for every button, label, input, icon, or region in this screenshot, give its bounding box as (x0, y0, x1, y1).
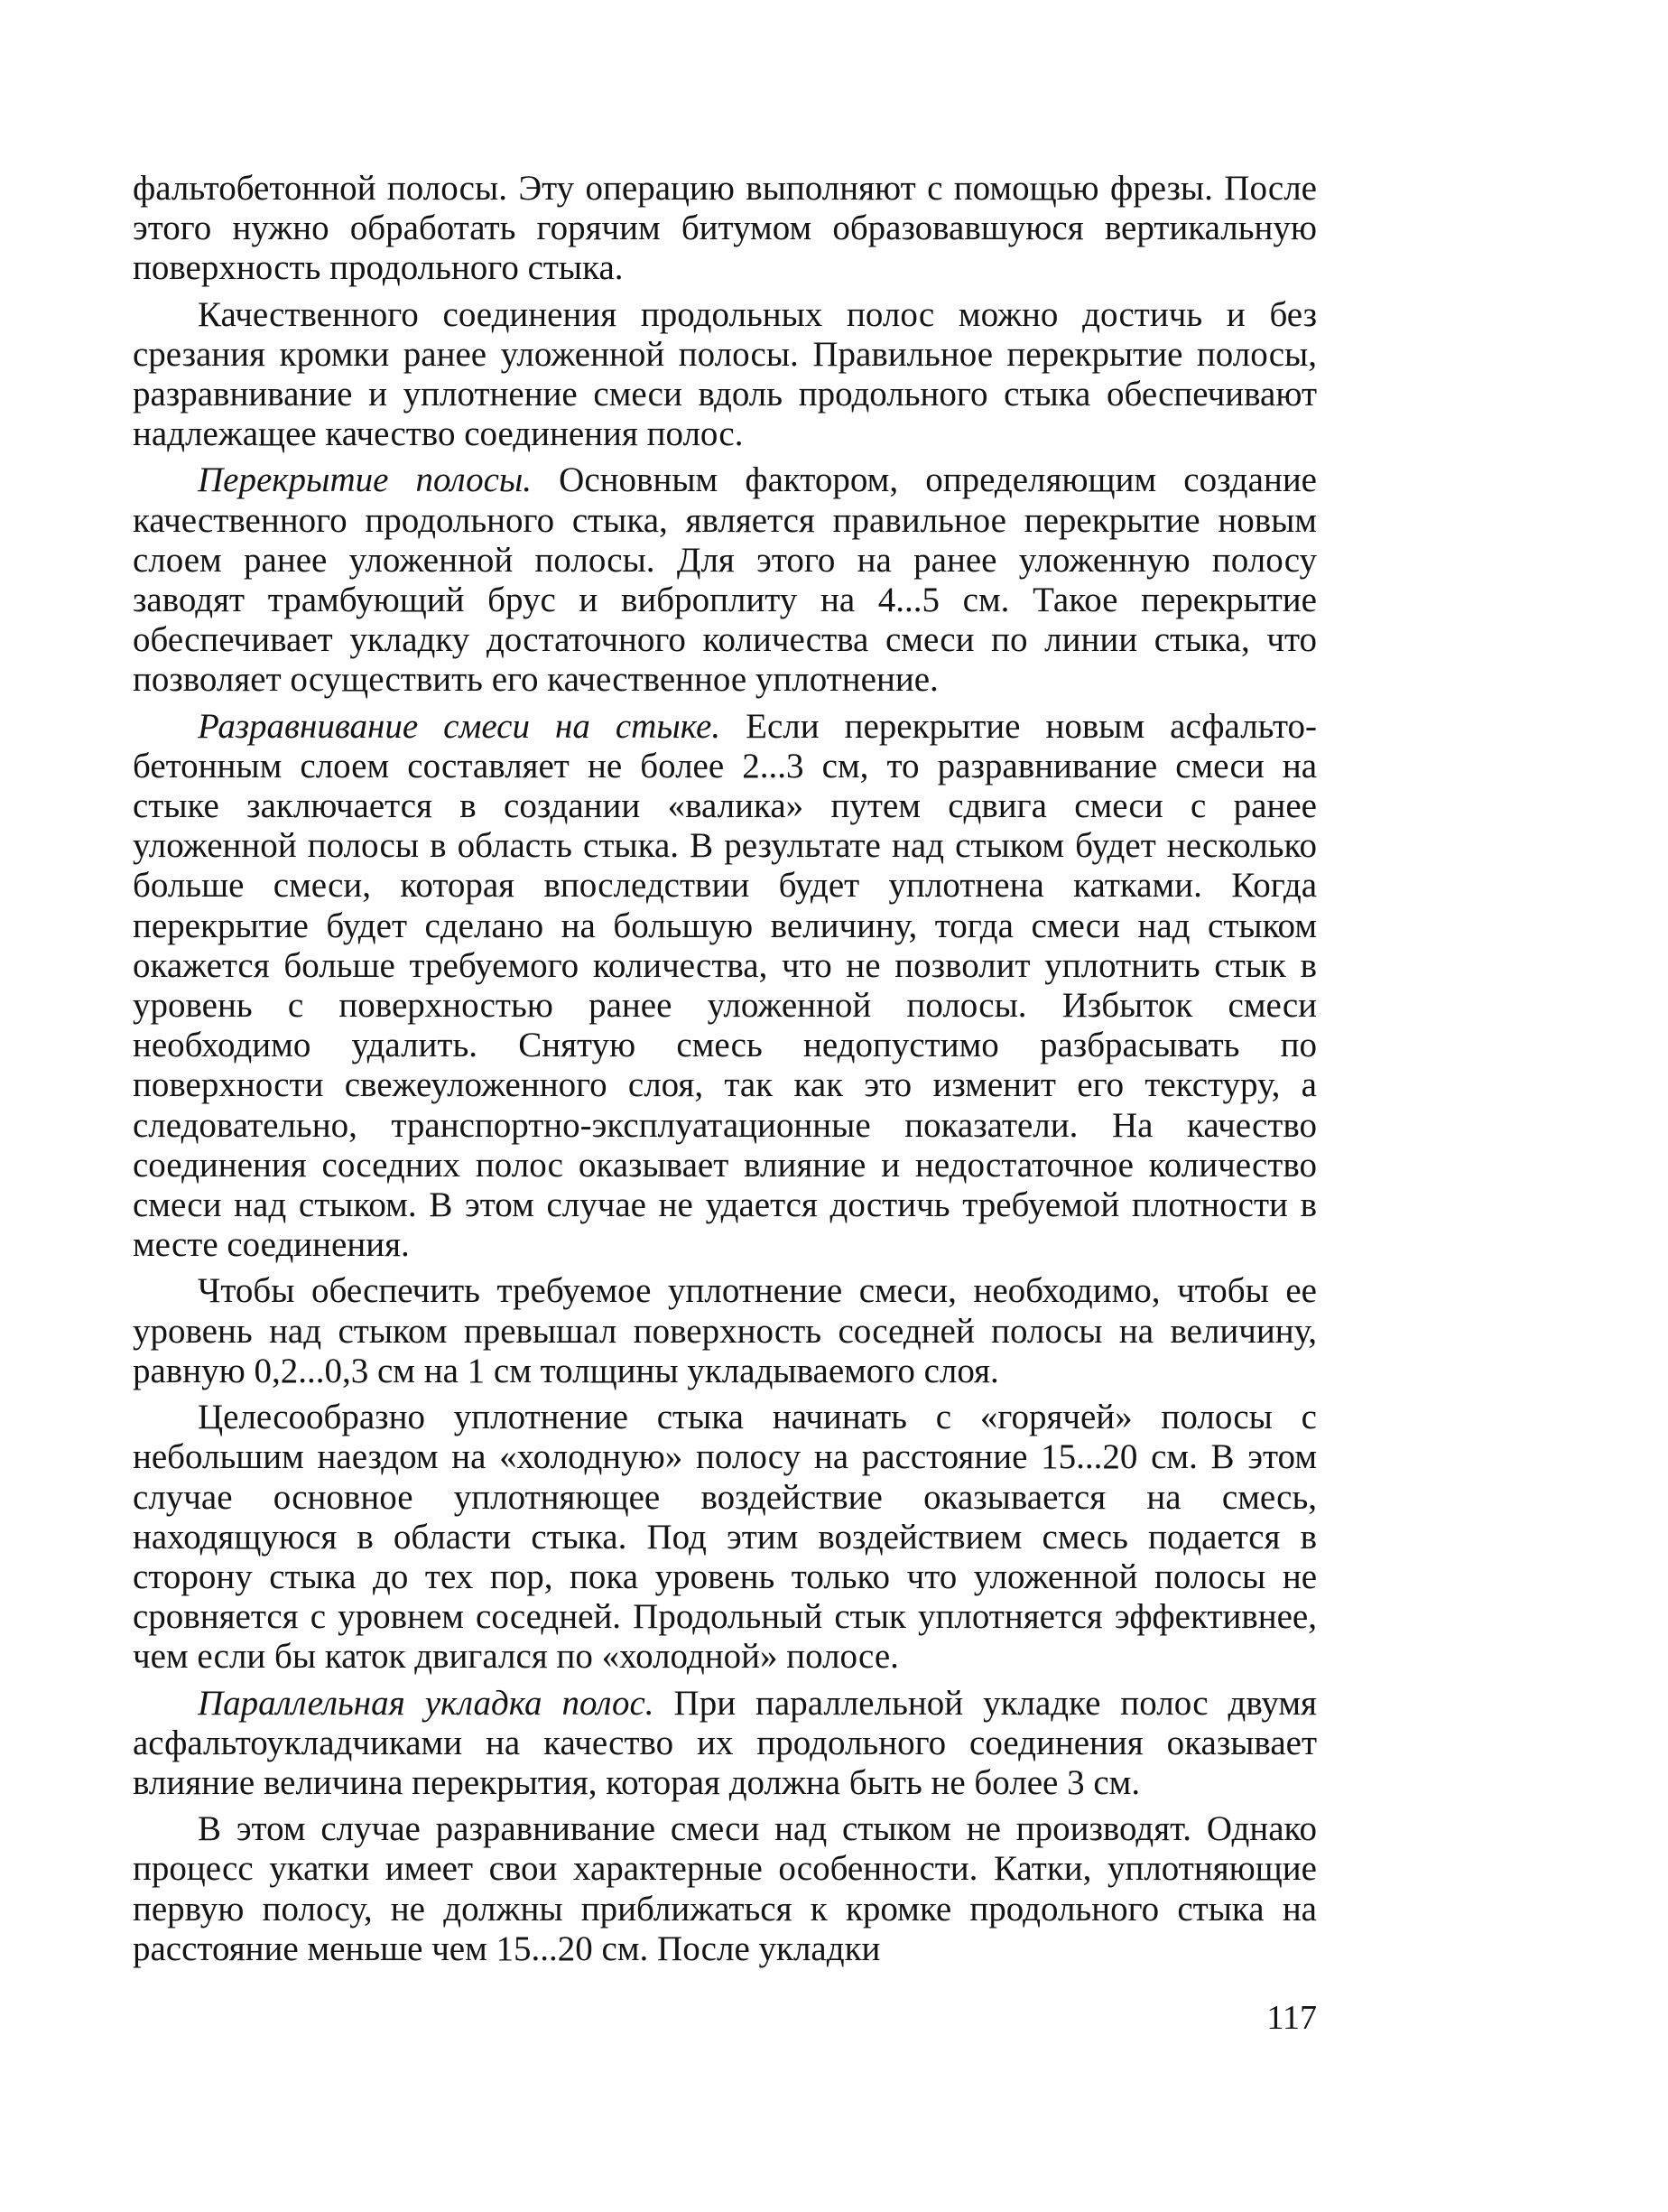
page-body (133, 169, 1317, 1975)
paragraph-1-text: фальтобетонной полосы. Эту операцию выполняют с помощью фрезы. После этого нужно обработать горячим битумом образовавшуюся вертикальную поверхность продольного стыка. (133, 169, 1317, 288)
paragraph-5-text: Чтобы обеспечить требуемое уплотнение смеси, необходимо, чтобы ее уровень над стыком превышал поверхность соседней полосы на величину, равную 0,2...0,3 см на 1 см толщины укладываемого слоя. (133, 1271, 1317, 1390)
paragraph-4-text: Если перекрытие новым асфальтобетонным слоем составляет не более 2...3 см, то разравнивание смеси на стыке заключается в создании «валика» путем сдвига смеси с ранее уложенной полосы в область стыка. В результате над стыком будет несколько больше смеси, которая впоследствии будет уплотнена катками. Когда перекрытие будет сделано на большую величину, тогда смеси над стыком окажется больше требуемого количества, что не позволит уплотнить стык в уровень с поверхностью ранее уложенной полосы. Избыток смеси необходимо удалить. Снятую смесь недопустимо разбрасывать по поверхности свежеуложенного слоя, так как это изменит его текстуру, а следовательно, транспортно-эксплуатационные показатели. На качество соединения соседних полос оказывает влияние и недостаточное количество смеси над стыком. В этом случае не удается достичь требуемой плотности в месте соединения. (133, 706, 1317, 1265)
paragraph-7-run-in-heading: Параллельная укладка полос. (198, 1683, 654, 1723)
paragraph-8 (133, 1809, 1317, 1969)
paragraph-1 (133, 169, 1317, 289)
paragraph-6 (133, 1398, 1317, 1677)
paragraph-2 (133, 295, 1317, 455)
paragraph-6-text: Целесообразно уплотнение стыка начинать с «горячей» полосы с небольшим наездом на «холодную» полосу на расстояние 15...20 см. В этом случае основное уплотняющее воздействие оказывается на смесь, находящуюся в области стыка. Под этим воздействием смесь подается в сторону стыка до тех пор, пока уровень только что уложенной полосы не сровняется с уровнем соседней. Продольный стык уплотняется эффективнее, чем если бы каток двигался по «холодной» полосе. (133, 1398, 1317, 1677)
paragraph-4-run-in-heading: Разравнивание смеси на стыке. (198, 706, 721, 746)
paragraph-3-text: Основным фактором, определяющим создание качественного продольного стыка, является правильное перекрытие новым слоем ранее уложенной полосы. Для этого на ранее уложенную полосу заводят трамбующий брус и виброплиту на 4...5 см. Такое перекрытие обеспечивает укладку достаточного количества смеси по линии стыка, что позволяет осуществить его качественное уплотнение. (133, 460, 1317, 700)
paragraph-5 (133, 1271, 1317, 1391)
paragraph-7-text: При параллельной укладке полос двумя асфальтоукладчиками на качество их продольного соединения оказывает влияние величина перекрытия, которая должна быть не более 3 см. (133, 1683, 1317, 1802)
paragraph-3-run-in-heading: Перекрытие полосы. (198, 460, 533, 500)
paragraph-4 (133, 707, 1317, 1266)
paragraph-3 (133, 460, 1317, 700)
page-number: 117 (1266, 1999, 1317, 2037)
paragraph-2-text: Качественного соединения продольных полос можно достичь и без срезания кромки ранее уложенной полосы. Правильное перекрытие полосы, разравнивание и уплотнение смеси вдоль продольного стыка обеспечивают надлежащее качество соединения полос. (133, 294, 1317, 454)
paragraph-7 (133, 1684, 1317, 1804)
paragraph-8-text: В этом случае разравнивание смеси над стыком не производят. Однако процесс укатки имеет свои характерные особенности. Катки, уплотняющие первую полосу, не должны приближаться к кромке продольного стыка на расстояние меньше чем 15...20 см. После укладки (133, 1809, 1317, 1968)
